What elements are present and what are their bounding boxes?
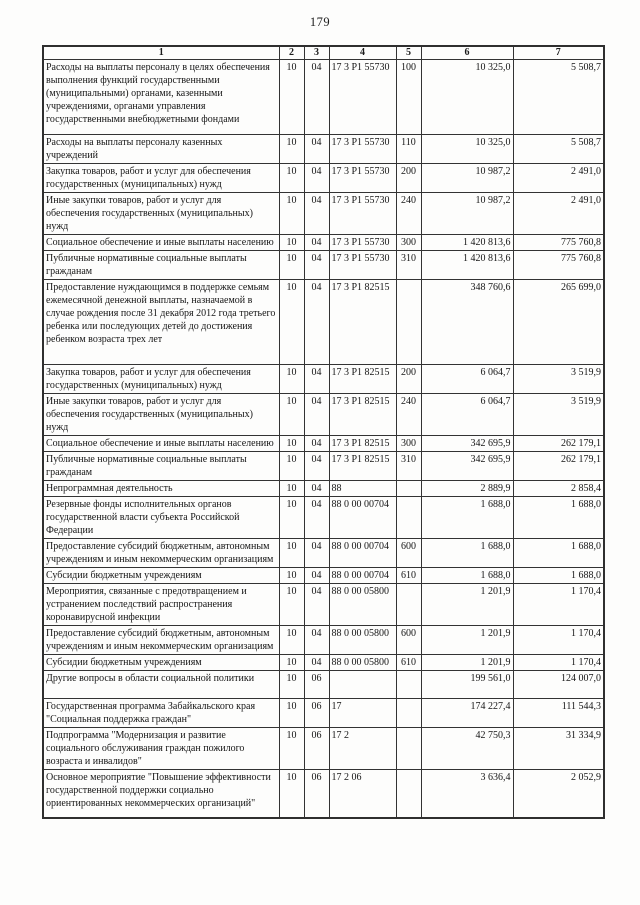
section-code-cell: 10	[279, 655, 304, 671]
subsection-code-cell: 04	[304, 235, 329, 251]
subsection-code-cell: 04	[304, 193, 329, 235]
row-label-cell: Закупка товаров, работ и услуг для обеспечения государственных (муниципальных) нужд	[43, 365, 279, 394]
table-row	[43, 699, 604, 728]
amount-approved-cell: 1 688,0	[421, 539, 513, 568]
amount-executed-cell: 1 170,4	[513, 584, 604, 626]
subsection-code-cell: 04	[304, 280, 329, 365]
amount-approved-cell: 342 695,9	[421, 452, 513, 481]
section-code-cell: 10	[279, 193, 304, 235]
column-header-2: 2	[279, 46, 304, 60]
expense-type-code-cell: 600	[396, 626, 421, 655]
row-label-cell: Публичные нормативные социальные выплаты гражданам	[43, 452, 279, 481]
target-article-code-cell: 88 0 00 05800	[329, 655, 396, 671]
expense-type-code-cell: 600	[396, 539, 421, 568]
target-article-code-cell: 88 0 00 00704	[329, 539, 396, 568]
subsection-code-cell: 04	[304, 365, 329, 394]
column-header-3: 3	[304, 46, 329, 60]
section-code-cell: 10	[279, 671, 304, 699]
target-article-code-cell: 17 3 P1 55730	[329, 60, 396, 135]
amount-executed-cell: 1 688,0	[513, 497, 604, 539]
column-header-4: 4	[329, 46, 396, 60]
table-row	[43, 497, 604, 539]
target-article-code-cell: 17 3 P1 82515	[329, 365, 396, 394]
subsection-code-cell: 06	[304, 770, 329, 819]
expense-type-code-cell	[396, 699, 421, 728]
table-row	[43, 235, 604, 251]
amount-executed-cell: 1 170,4	[513, 655, 604, 671]
table-row	[43, 481, 604, 497]
section-code-cell: 10	[279, 699, 304, 728]
row-label-cell: Предоставление субсидий бюджетным, автономным учреждениям и иным некоммерческим организациям	[43, 539, 279, 568]
amount-approved-cell: 1 688,0	[421, 497, 513, 539]
amount-approved-cell: 2 889,9	[421, 481, 513, 497]
target-article-code-cell: 17 3 P1 55730	[329, 251, 396, 280]
column-header-1: 1	[43, 46, 279, 60]
expense-type-code-cell: 610	[396, 568, 421, 584]
row-label-cell: Предоставление нуждающимся в поддержке семьям ежемесячной денежной выплаты, назначаемой в случае рождения после 31 декабря 2012 года третьего ребенка или последующих детей до достижения ребенком возраста трех лет	[43, 280, 279, 365]
section-code-cell: 10	[279, 280, 304, 365]
table-row	[43, 394, 604, 436]
table-row	[43, 452, 604, 481]
amount-executed-cell: 2 052,9	[513, 770, 604, 819]
amount-executed-cell: 2 858,4	[513, 481, 604, 497]
amount-executed-cell: 1 170,4	[513, 626, 604, 655]
amount-approved-cell: 10 987,2	[421, 164, 513, 193]
subsection-code-cell: 04	[304, 539, 329, 568]
target-article-code-cell	[329, 671, 396, 699]
subsection-code-cell: 04	[304, 135, 329, 164]
expense-type-code-cell	[396, 770, 421, 819]
amount-executed-cell: 265 699,0	[513, 280, 604, 365]
table-row	[43, 626, 604, 655]
amount-executed-cell: 111 544,3	[513, 699, 604, 728]
subsection-code-cell: 06	[304, 671, 329, 699]
expense-type-code-cell: 110	[396, 135, 421, 164]
subsection-code-cell: 04	[304, 164, 329, 193]
amount-executed-cell: 775 760,8	[513, 251, 604, 280]
section-code-cell: 10	[279, 728, 304, 770]
section-code-cell: 10	[279, 164, 304, 193]
table-header-row	[43, 46, 604, 60]
section-code-cell: 10	[279, 481, 304, 497]
section-code-cell: 10	[279, 365, 304, 394]
section-code-cell: 10	[279, 452, 304, 481]
target-article-code-cell: 88	[329, 481, 396, 497]
subsection-code-cell: 04	[304, 655, 329, 671]
expense-type-code-cell: 240	[396, 193, 421, 235]
amount-approved-cell: 1 201,9	[421, 584, 513, 626]
amount-approved-cell: 1 688,0	[421, 568, 513, 584]
row-label-cell: Расходы на выплаты персоналу в целях обеспечения выполнения функций государственными (муниципальными) органами, казенными учреждениями, органами управления государственными внебюджетными фондами	[43, 60, 279, 135]
page-number: 179	[309, 15, 331, 29]
amount-approved-cell: 1 420 813,6	[421, 251, 513, 280]
section-code-cell: 10	[279, 539, 304, 568]
target-article-code-cell: 88 0 00 05800	[329, 626, 396, 655]
target-article-code-cell: 17 3 P1 55730	[329, 135, 396, 164]
row-label-cell: Закупка товаров, работ и услуг для обеспечения государственных (муниципальных) нужд	[43, 164, 279, 193]
amount-approved-cell: 1 201,9	[421, 626, 513, 655]
subsection-code-cell: 04	[304, 626, 329, 655]
row-label-cell: Иные закупки товаров, работ и услуг для обеспечения государственных (муниципальных) нужд	[43, 193, 279, 235]
amount-approved-cell: 42 750,3	[421, 728, 513, 770]
amount-executed-cell: 1 688,0	[513, 568, 604, 584]
table-row	[43, 436, 604, 452]
expense-type-code-cell: 610	[396, 655, 421, 671]
row-label-cell: Резервные фонды исполнительных органов государственной власти субъекта Российской Федерации	[43, 497, 279, 539]
column-header-5: 5	[396, 46, 421, 60]
table-row	[43, 60, 604, 135]
target-article-code-cell: 17 3 P1 55730	[329, 235, 396, 251]
amount-executed-cell: 5 508,7	[513, 135, 604, 164]
row-label-cell: Непрограммная деятельность	[43, 481, 279, 497]
target-article-code-cell: 17 3 P1 82515	[329, 452, 396, 481]
table-row	[43, 365, 604, 394]
table-row	[43, 135, 604, 164]
subsection-code-cell: 04	[304, 452, 329, 481]
row-label-cell: Социальное обеспечение и иные выплаты населению	[43, 235, 279, 251]
row-label-cell: Иные закупки товаров, работ и услуг для обеспечения государственных (муниципальных) нужд	[43, 394, 279, 436]
table-row	[43, 568, 604, 584]
amount-approved-cell: 174 227,4	[421, 699, 513, 728]
amount-executed-cell: 124 007,0	[513, 671, 604, 699]
expense-type-code-cell: 310	[396, 251, 421, 280]
target-article-code-cell: 17 3 P1 82515	[329, 280, 396, 365]
table-row	[43, 728, 604, 770]
target-article-code-cell: 17 2 06	[329, 770, 396, 819]
subsection-code-cell: 06	[304, 699, 329, 728]
amount-approved-cell: 342 695,9	[421, 436, 513, 452]
subsection-code-cell: 04	[304, 60, 329, 135]
expense-type-code-cell	[396, 280, 421, 365]
expense-type-code-cell: 300	[396, 436, 421, 452]
subsection-code-cell: 04	[304, 584, 329, 626]
amount-executed-cell: 1 688,0	[513, 539, 604, 568]
table-row	[43, 164, 604, 193]
section-code-cell: 10	[279, 394, 304, 436]
row-label-cell: Другие вопросы в области социальной политики	[43, 671, 279, 699]
column-header-7: 7	[513, 46, 604, 60]
target-article-code-cell: 88 0 00 00704	[329, 568, 396, 584]
section-code-cell: 10	[279, 251, 304, 280]
subsection-code-cell: 04	[304, 568, 329, 584]
target-article-code-cell: 88 0 00 05800	[329, 584, 396, 626]
subsection-code-cell: 04	[304, 436, 329, 452]
target-article-code-cell: 17 3 P1 82515	[329, 394, 396, 436]
column-header-6: 6	[421, 46, 513, 60]
expense-type-code-cell: 100	[396, 60, 421, 135]
amount-approved-cell: 6 064,7	[421, 394, 513, 436]
amount-executed-cell: 31 334,9	[513, 728, 604, 770]
row-label-cell: Подпрограмма "Модернизация и развитие социального обслуживания граждан пожилого возраста и инвалидов"	[43, 728, 279, 770]
target-article-code-cell: 17 2	[329, 728, 396, 770]
target-article-code-cell: 17 3 P1 82515	[329, 436, 396, 452]
section-code-cell: 10	[279, 436, 304, 452]
subsection-code-cell: 06	[304, 728, 329, 770]
amount-approved-cell: 10 325,0	[421, 60, 513, 135]
table-row	[43, 584, 604, 626]
expense-type-code-cell	[396, 497, 421, 539]
subsection-code-cell: 04	[304, 251, 329, 280]
table-row	[43, 193, 604, 235]
row-label-cell: Предоставление субсидий бюджетным, автономным учреждениям и иным некоммерческим организациям	[43, 626, 279, 655]
amount-approved-cell: 10 325,0	[421, 135, 513, 164]
row-label-cell: Государственная программа Забайкальского края "Социальная поддержка граждан"	[43, 699, 279, 728]
subsection-code-cell: 04	[304, 497, 329, 539]
amount-executed-cell: 3 519,9	[513, 394, 604, 436]
section-code-cell: 10	[279, 770, 304, 819]
amount-executed-cell: 262 179,1	[513, 436, 604, 452]
expense-type-code-cell	[396, 671, 421, 699]
target-article-code-cell: 17	[329, 699, 396, 728]
row-label-cell: Основное мероприятие "Повышение эффективности государственной поддержки социально ориентированных некоммерческих организаций"	[43, 770, 279, 819]
amount-approved-cell: 348 760,6	[421, 280, 513, 365]
row-label-cell: Мероприятия, связанные с предотвращением и устранением последствий распространения коронавирусной инфекции	[43, 584, 279, 626]
amount-approved-cell: 6 064,7	[421, 365, 513, 394]
row-label-cell: Публичные нормативные социальные выплаты гражданам	[43, 251, 279, 280]
amount-executed-cell: 2 491,0	[513, 164, 604, 193]
row-label-cell: Субсидии бюджетным учреждениям	[43, 568, 279, 584]
row-label-cell: Субсидии бюджетным учреждениям	[43, 655, 279, 671]
expense-type-code-cell	[396, 728, 421, 770]
subsection-code-cell: 04	[304, 481, 329, 497]
expense-type-code-cell: 300	[396, 235, 421, 251]
amount-executed-cell: 262 179,1	[513, 452, 604, 481]
section-code-cell: 10	[279, 584, 304, 626]
amount-approved-cell: 199 561,0	[421, 671, 513, 699]
amount-approved-cell: 10 987,2	[421, 193, 513, 235]
amount-executed-cell: 775 760,8	[513, 235, 604, 251]
table-row	[43, 280, 604, 365]
expense-type-code-cell	[396, 481, 421, 497]
target-article-code-cell: 17 3 P1 55730	[329, 193, 396, 235]
amount-approved-cell: 3 636,4	[421, 770, 513, 819]
section-code-cell: 10	[279, 135, 304, 164]
amount-executed-cell: 3 519,9	[513, 365, 604, 394]
table-row	[43, 539, 604, 568]
table-row	[43, 251, 604, 280]
table-row	[43, 671, 604, 699]
amount-approved-cell: 1 201,9	[421, 655, 513, 671]
amount-executed-cell: 2 491,0	[513, 193, 604, 235]
amount-executed-cell: 5 508,7	[513, 60, 604, 135]
expense-type-code-cell: 240	[396, 394, 421, 436]
budget-expenditure-table	[42, 45, 605, 819]
section-code-cell: 10	[279, 497, 304, 539]
table-row	[43, 770, 604, 819]
expense-type-code-cell: 200	[396, 164, 421, 193]
subsection-code-cell: 04	[304, 394, 329, 436]
section-code-cell: 10	[279, 235, 304, 251]
table-body	[43, 60, 604, 819]
target-article-code-cell: 17 3 P1 55730	[329, 164, 396, 193]
amount-approved-cell: 1 420 813,6	[421, 235, 513, 251]
section-code-cell: 10	[279, 626, 304, 655]
table-row	[43, 655, 604, 671]
target-article-code-cell: 88 0 00 00704	[329, 497, 396, 539]
expense-type-code-cell: 200	[396, 365, 421, 394]
section-code-cell: 10	[279, 60, 304, 135]
row-label-cell: Расходы на выплаты персоналу казенных учреждений	[43, 135, 279, 164]
row-label-cell: Социальное обеспечение и иные выплаты населению	[43, 436, 279, 452]
section-code-cell: 10	[279, 568, 304, 584]
expense-type-code-cell	[396, 584, 421, 626]
expense-type-code-cell: 310	[396, 452, 421, 481]
